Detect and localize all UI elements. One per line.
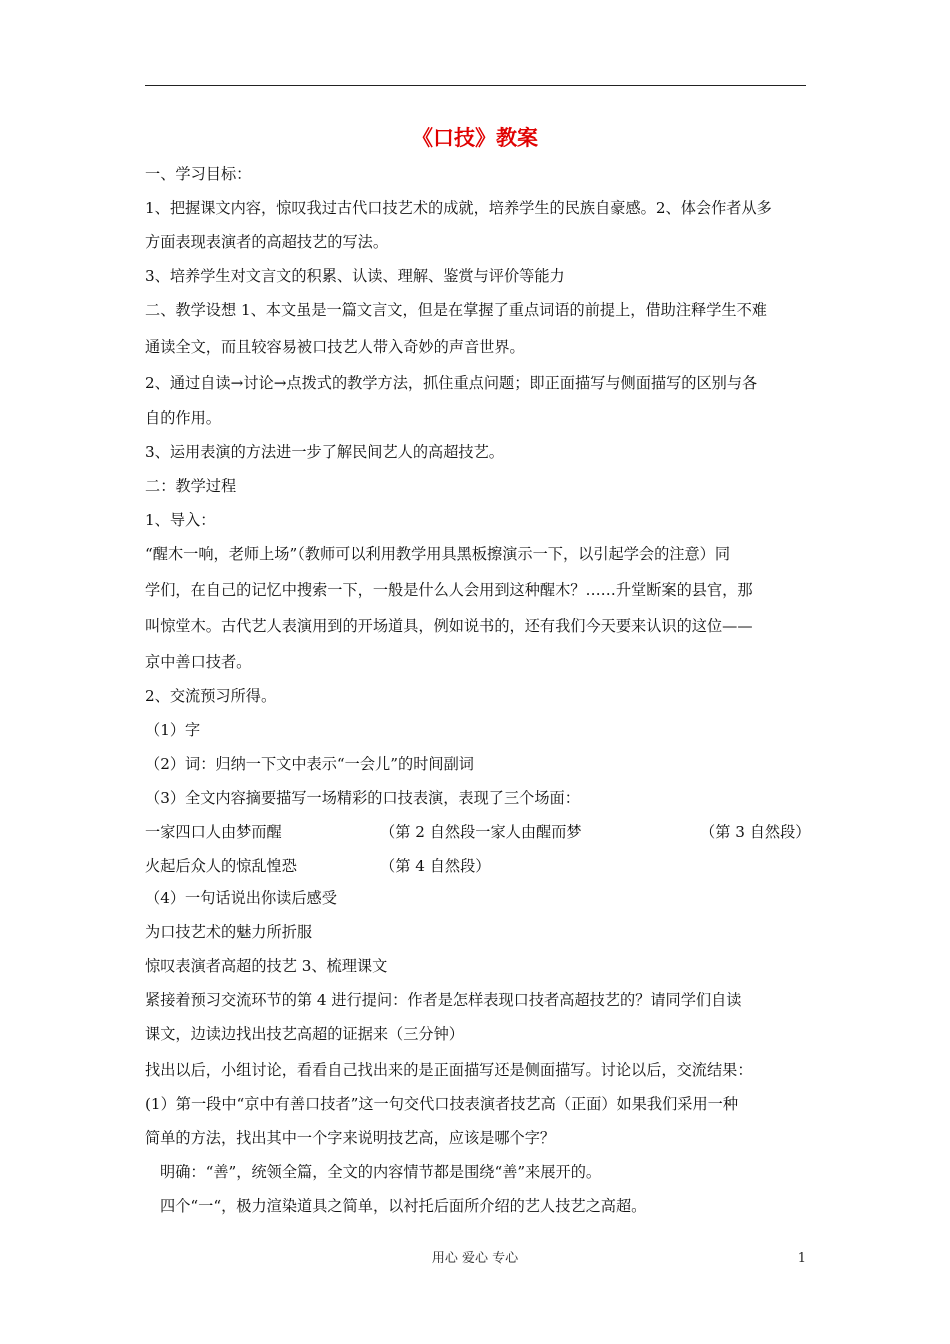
text-line: 一、学习目标： xyxy=(145,165,252,183)
text-line: 找出以后，小组讨论，看看自己找出来的是正面描写还是侧面描写。讨论以后，交流结果： xyxy=(145,1061,753,1079)
text-line: 方面表现表演者的高超技艺的写法。 xyxy=(145,233,388,251)
text-line: 2、通过自读→讨论→点拨式的教学方法，抓住重点问题；即正面描写与侧面描写的区别与各 xyxy=(145,374,758,392)
text-line: 3、运用表演的方法进一步了解民间艺人的高超技艺。 xyxy=(145,443,504,461)
text-line: 二、教学设想 1、本文虽是一篇文言文，但是在掌握了重点词语的前提上，借助注释学生不难 xyxy=(145,301,767,319)
text-line: 1、导入： xyxy=(145,511,216,529)
text-line: 3、培养学生对文言文的积累、认读、理解、鉴赏与评价等能力 xyxy=(145,267,565,285)
text-line: 明确：“善”，统领全篇，全文的内容情节都是围绕“善”来展开的。 xyxy=(160,1163,602,1181)
text-line: (1）第一段中“京中有善口技者”这一句交代口技表演者技艺高（正面）如果我们采用一种 xyxy=(145,1095,739,1113)
text-line: 2、交流预习所得。 xyxy=(145,687,277,705)
text-line: 课文，边读边找出技艺高超的证据来（三分钟） xyxy=(145,1025,464,1043)
page-footer: 用心 爱心 专心 xyxy=(431,1251,519,1266)
document-title: 《口技》教案 xyxy=(412,125,538,150)
scene-row1-col2: （第 2 自然段一家人由醒而梦 xyxy=(380,823,582,841)
text-line: 通读全文，而且较容易被口技艺人带入奇妙的声音世界。 xyxy=(145,338,525,356)
text-line: 叫惊堂木。古代艺人表演用到的开场道具，例如说书的，还有我们今天要来认识的这位—— xyxy=(145,617,753,635)
text-line: 简单的方法，找出其中一个字来说明技艺高，应该是哪个字？ xyxy=(145,1129,556,1147)
text-line: 二：教学过程 xyxy=(145,477,237,495)
text-line: 惊叹表演者高超的技艺 3、梳理课文 xyxy=(145,957,388,975)
scene-row1-col3: （第 3 自然段） xyxy=(700,823,811,841)
page-number: 1 xyxy=(797,1251,806,1266)
scene-row2-col2: （第 4 自然段） xyxy=(380,857,491,875)
text-line: 京中善口技者。 xyxy=(145,653,252,671)
text-line: 1、把握课文内容，惊叹我过古代口技艺术的成就，培养学生的民族自豪感。2、体会作者从多 xyxy=(145,199,772,217)
text-line: 四个“一“，极力渲染道具之简单，以衬托后面所介绍的艺人技艺之高超。 xyxy=(160,1197,647,1215)
text-line: （2）词：归纳一下文中表示“一会儿”的时间副词 xyxy=(145,755,474,773)
text-line: （3）全文内容摘要描写一场精彩的口技表演，表现了三个场面： xyxy=(145,789,580,807)
text-line: 紧接着预习交流环节的第 4 进行提问：作者是怎样表现口技者高超技艺的？请同学们自读 xyxy=(145,991,742,1009)
text-line: （4）一句话说出你读后感受 xyxy=(145,889,337,907)
text-line: “醒木一响，老师上场”（教师可以利用教学用具黑板擦演示一下，以引起学会的注意）同 xyxy=(145,545,731,563)
text-line: 学们，在自己的记忆中搜索一下，一般是什么人会用到这种醒木？……升堂断案的县官，那 xyxy=(145,581,753,599)
text-line: 为口技艺术的魅力所折服 xyxy=(145,923,313,941)
scene-row1-col1: 一家四口人由梦而醒 xyxy=(145,823,282,841)
text-line: 自的作用。 xyxy=(145,409,221,427)
text-line: （1）字 xyxy=(145,721,201,739)
header-rule xyxy=(145,85,806,86)
scene-row2-col1: 火起后众人的惊乱惶恐 xyxy=(145,857,297,875)
